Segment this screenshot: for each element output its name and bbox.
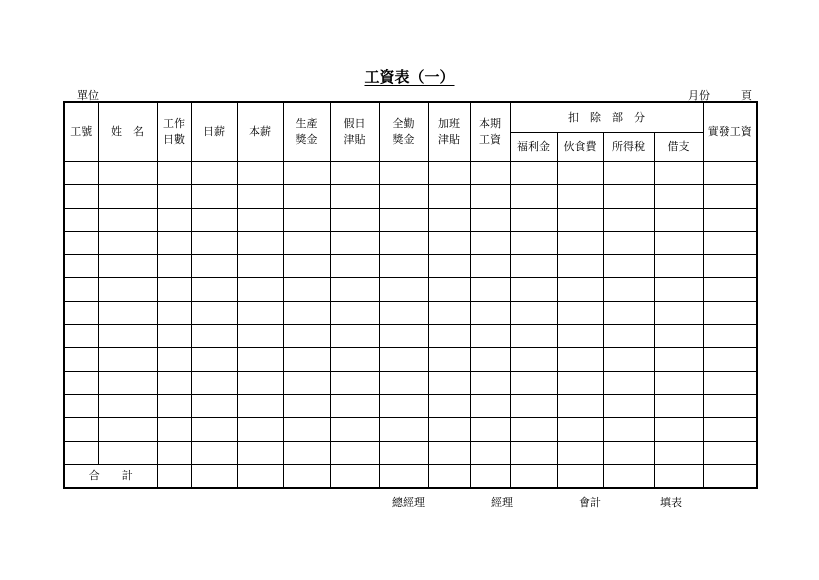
table-cell bbox=[157, 371, 191, 394]
table-row bbox=[64, 325, 757, 348]
table-cell bbox=[428, 208, 470, 231]
table-cell bbox=[237, 208, 283, 231]
table-cell bbox=[654, 208, 703, 231]
table-cell bbox=[557, 394, 603, 417]
table-cell bbox=[510, 441, 557, 464]
table-cell bbox=[330, 325, 379, 348]
table-cell bbox=[379, 348, 428, 371]
table-row bbox=[64, 162, 757, 185]
table-cell bbox=[237, 301, 283, 324]
table-cell bbox=[64, 231, 98, 254]
header-overtime-allowance: 加班 津貼 bbox=[428, 102, 470, 162]
table-cell bbox=[191, 278, 237, 301]
table-cell bbox=[379, 208, 428, 231]
header-net-pay: 實發工資 bbox=[703, 102, 757, 162]
table-row bbox=[64, 301, 757, 324]
table-cell bbox=[64, 301, 98, 324]
table-row bbox=[64, 208, 757, 231]
table-cell bbox=[191, 348, 237, 371]
table-cell bbox=[283, 418, 330, 441]
signature-accounting: 會計 bbox=[579, 496, 601, 509]
table-cell bbox=[510, 231, 557, 254]
table-cell bbox=[330, 441, 379, 464]
table-cell bbox=[557, 255, 603, 278]
table-cell bbox=[603, 441, 654, 464]
table-cell bbox=[654, 371, 703, 394]
table-cell bbox=[157, 278, 191, 301]
table-cell bbox=[157, 464, 191, 488]
total-label: 合 計 bbox=[64, 464, 157, 488]
table-cell bbox=[98, 255, 157, 278]
table-cell bbox=[64, 278, 98, 301]
table-cell bbox=[470, 255, 510, 278]
table-cell bbox=[330, 371, 379, 394]
table-cell bbox=[428, 441, 470, 464]
table-cell bbox=[654, 348, 703, 371]
table-cell bbox=[603, 394, 654, 417]
table-cell bbox=[428, 418, 470, 441]
table-cell bbox=[557, 418, 603, 441]
table-cell bbox=[64, 208, 98, 231]
table-cell bbox=[157, 394, 191, 417]
header-attendance-bonus: 全勤 獎金 bbox=[379, 102, 428, 162]
table-cell bbox=[98, 371, 157, 394]
table-cell bbox=[283, 208, 330, 231]
table-cell bbox=[557, 301, 603, 324]
table-cell bbox=[98, 231, 157, 254]
table-row bbox=[64, 371, 757, 394]
table-cell bbox=[428, 278, 470, 301]
table-cell bbox=[557, 464, 603, 488]
table-cell bbox=[510, 371, 557, 394]
table-cell bbox=[64, 162, 98, 185]
table-cell bbox=[98, 185, 157, 208]
table-cell bbox=[654, 418, 703, 441]
table-row bbox=[64, 441, 757, 464]
table-cell bbox=[510, 162, 557, 185]
table-cell bbox=[191, 325, 237, 348]
table-cell bbox=[510, 278, 557, 301]
table-cell bbox=[654, 301, 703, 324]
table-cell bbox=[330, 255, 379, 278]
table-cell bbox=[283, 231, 330, 254]
table-cell bbox=[654, 231, 703, 254]
table-cell bbox=[379, 371, 428, 394]
table-cell bbox=[283, 185, 330, 208]
table-cell bbox=[283, 371, 330, 394]
header-welfare: 福利金 bbox=[510, 133, 557, 162]
signature-general-manager: 總經理 bbox=[392, 496, 425, 509]
table-cell bbox=[510, 185, 557, 208]
table-cell bbox=[191, 185, 237, 208]
table-cell bbox=[157, 231, 191, 254]
header-income-tax: 所得稅 bbox=[603, 133, 654, 162]
table-cell bbox=[510, 394, 557, 417]
table-cell bbox=[470, 278, 510, 301]
header-period-wage: 本期 工資 bbox=[470, 102, 510, 162]
table-cell bbox=[379, 301, 428, 324]
header-holiday-allowance: 假日 津貼 bbox=[330, 102, 379, 162]
table-row bbox=[64, 348, 757, 371]
table-cell bbox=[330, 278, 379, 301]
table-cell bbox=[603, 418, 654, 441]
total-row bbox=[64, 464, 757, 488]
month-label: 月份 bbox=[688, 89, 710, 102]
table-cell bbox=[330, 348, 379, 371]
table-cell bbox=[237, 418, 283, 441]
table-cell bbox=[283, 464, 330, 488]
table-cell bbox=[98, 162, 157, 185]
table-cell bbox=[283, 301, 330, 324]
table-cell bbox=[603, 185, 654, 208]
table-cell bbox=[470, 208, 510, 231]
table-cell bbox=[98, 441, 157, 464]
table-cell bbox=[510, 301, 557, 324]
table-cell bbox=[98, 325, 157, 348]
table-cell bbox=[603, 348, 654, 371]
table-cell bbox=[428, 231, 470, 254]
table-cell bbox=[703, 394, 757, 417]
table-cell bbox=[428, 185, 470, 208]
unit-label: 單位 bbox=[77, 89, 99, 102]
table-cell bbox=[379, 394, 428, 417]
table-cell bbox=[237, 371, 283, 394]
table-cell bbox=[379, 418, 428, 441]
table-cell bbox=[428, 464, 470, 488]
table-cell bbox=[379, 231, 428, 254]
page-label: 頁 bbox=[741, 89, 752, 102]
table-cell bbox=[237, 348, 283, 371]
table-cell bbox=[330, 464, 379, 488]
table-cell bbox=[98, 348, 157, 371]
table-cell bbox=[703, 418, 757, 441]
page-title: 工資表（一） bbox=[364, 68, 455, 86]
table-cell bbox=[237, 185, 283, 208]
table-cell bbox=[470, 418, 510, 441]
table-cell bbox=[330, 185, 379, 208]
table-cell bbox=[191, 441, 237, 464]
table-cell bbox=[654, 255, 703, 278]
table-cell bbox=[510, 464, 557, 488]
table-row bbox=[64, 185, 757, 208]
table-cell bbox=[557, 278, 603, 301]
table-cell bbox=[64, 348, 98, 371]
table-cell bbox=[654, 325, 703, 348]
table-cell bbox=[330, 394, 379, 417]
table-cell bbox=[470, 185, 510, 208]
table-cell bbox=[654, 394, 703, 417]
table-cell bbox=[191, 231, 237, 254]
header-id: 工號 bbox=[64, 102, 98, 162]
table-cell bbox=[64, 394, 98, 417]
table-cell bbox=[283, 278, 330, 301]
table-cell bbox=[603, 278, 654, 301]
table-cell bbox=[654, 441, 703, 464]
table-cell bbox=[470, 464, 510, 488]
table-cell bbox=[703, 278, 757, 301]
table-cell bbox=[603, 255, 654, 278]
table-cell bbox=[157, 325, 191, 348]
header-production-bonus: 生產 獎金 bbox=[283, 102, 330, 162]
table-cell bbox=[603, 301, 654, 324]
table-cell bbox=[428, 394, 470, 417]
table-cell bbox=[64, 255, 98, 278]
table-cell bbox=[330, 208, 379, 231]
table-cell bbox=[64, 325, 98, 348]
table-cell bbox=[557, 325, 603, 348]
table-cell bbox=[191, 162, 237, 185]
table-row bbox=[64, 255, 757, 278]
header-daily-wage: 日薪 bbox=[191, 102, 237, 162]
table-cell bbox=[703, 162, 757, 185]
table-cell bbox=[557, 348, 603, 371]
table-cell bbox=[510, 208, 557, 231]
table-cell bbox=[191, 255, 237, 278]
table-cell bbox=[557, 231, 603, 254]
table-cell bbox=[283, 255, 330, 278]
table-cell bbox=[330, 301, 379, 324]
table-cell bbox=[283, 441, 330, 464]
table-cell bbox=[157, 185, 191, 208]
table-cell bbox=[330, 418, 379, 441]
table-cell bbox=[98, 208, 157, 231]
table-cell bbox=[157, 162, 191, 185]
table-body bbox=[64, 162, 757, 465]
table-cell bbox=[654, 278, 703, 301]
table-cell bbox=[703, 441, 757, 464]
table-cell bbox=[470, 325, 510, 348]
table-cell bbox=[379, 162, 428, 185]
table-row bbox=[64, 278, 757, 301]
table-cell bbox=[237, 325, 283, 348]
table-cell bbox=[703, 464, 757, 488]
table-cell bbox=[98, 278, 157, 301]
table-cell bbox=[330, 162, 379, 185]
table-row bbox=[64, 418, 757, 441]
header-name: 姓 名 bbox=[98, 102, 157, 162]
table-cell bbox=[603, 325, 654, 348]
header-deductions: 扣 除 部 分 bbox=[510, 102, 703, 133]
table-cell bbox=[557, 441, 603, 464]
header-loan: 借支 bbox=[654, 133, 703, 162]
table-cell bbox=[379, 464, 428, 488]
table-cell bbox=[157, 301, 191, 324]
payroll-table bbox=[63, 101, 758, 489]
header-meals: 伙食費 bbox=[557, 133, 603, 162]
table-cell bbox=[191, 208, 237, 231]
table-cell bbox=[98, 394, 157, 417]
table-cell bbox=[237, 441, 283, 464]
table-cell bbox=[703, 325, 757, 348]
table-cell bbox=[603, 464, 654, 488]
table-cell bbox=[157, 255, 191, 278]
table-cell bbox=[237, 394, 283, 417]
table-cell bbox=[557, 162, 603, 185]
table-cell bbox=[428, 348, 470, 371]
table-cell bbox=[703, 185, 757, 208]
table-cell bbox=[64, 441, 98, 464]
table-cell bbox=[98, 301, 157, 324]
table-cell bbox=[191, 301, 237, 324]
table-cell bbox=[64, 185, 98, 208]
table-cell bbox=[330, 231, 379, 254]
table-cell bbox=[237, 231, 283, 254]
signature-filled-by: 填表 bbox=[660, 496, 682, 509]
table-cell bbox=[283, 162, 330, 185]
table-cell bbox=[470, 231, 510, 254]
table-cell bbox=[557, 371, 603, 394]
table-cell bbox=[470, 301, 510, 324]
table-cell bbox=[237, 278, 283, 301]
table-cell bbox=[603, 371, 654, 394]
table-cell bbox=[237, 255, 283, 278]
table-cell bbox=[703, 301, 757, 324]
table-cell bbox=[191, 371, 237, 394]
table-cell bbox=[510, 325, 557, 348]
table-cell bbox=[510, 348, 557, 371]
table-cell bbox=[603, 208, 654, 231]
table-cell bbox=[470, 348, 510, 371]
table-row bbox=[64, 394, 757, 417]
table-cell bbox=[654, 162, 703, 185]
table-cell bbox=[157, 208, 191, 231]
table-cell bbox=[191, 418, 237, 441]
table-cell bbox=[191, 464, 237, 488]
table-cell bbox=[510, 255, 557, 278]
table-cell bbox=[191, 394, 237, 417]
table-row bbox=[64, 231, 757, 254]
table-cell bbox=[654, 185, 703, 208]
table-cell bbox=[470, 394, 510, 417]
table-cell bbox=[157, 418, 191, 441]
table-cell bbox=[428, 371, 470, 394]
table-cell bbox=[470, 371, 510, 394]
table-cell bbox=[557, 185, 603, 208]
table-cell bbox=[470, 441, 510, 464]
header-work-days: 工作 日數 bbox=[157, 102, 191, 162]
table-cell bbox=[470, 162, 510, 185]
table-cell bbox=[283, 325, 330, 348]
table-cell bbox=[703, 208, 757, 231]
table-cell bbox=[557, 208, 603, 231]
table-cell bbox=[283, 348, 330, 371]
signature-manager: 經理 bbox=[491, 496, 513, 509]
table-cell bbox=[703, 231, 757, 254]
table-cell bbox=[237, 464, 283, 488]
table-cell bbox=[98, 418, 157, 441]
table-cell bbox=[703, 255, 757, 278]
table-cell bbox=[603, 162, 654, 185]
table-cell bbox=[603, 231, 654, 254]
table-cell bbox=[64, 418, 98, 441]
table-cell bbox=[379, 441, 428, 464]
table-cell bbox=[703, 371, 757, 394]
table-cell bbox=[428, 255, 470, 278]
table-cell bbox=[379, 255, 428, 278]
table-cell bbox=[283, 394, 330, 417]
table-cell bbox=[379, 185, 428, 208]
header-base-pay: 本薪 bbox=[237, 102, 283, 162]
table-cell bbox=[157, 441, 191, 464]
table-cell bbox=[428, 325, 470, 348]
table-cell bbox=[703, 348, 757, 371]
table-cell bbox=[237, 162, 283, 185]
table-cell bbox=[157, 348, 191, 371]
table-cell bbox=[510, 418, 557, 441]
table-cell bbox=[64, 371, 98, 394]
table-cell bbox=[654, 464, 703, 488]
table-cell bbox=[428, 162, 470, 185]
table-cell bbox=[428, 301, 470, 324]
table-cell bbox=[379, 278, 428, 301]
table-cell bbox=[379, 325, 428, 348]
